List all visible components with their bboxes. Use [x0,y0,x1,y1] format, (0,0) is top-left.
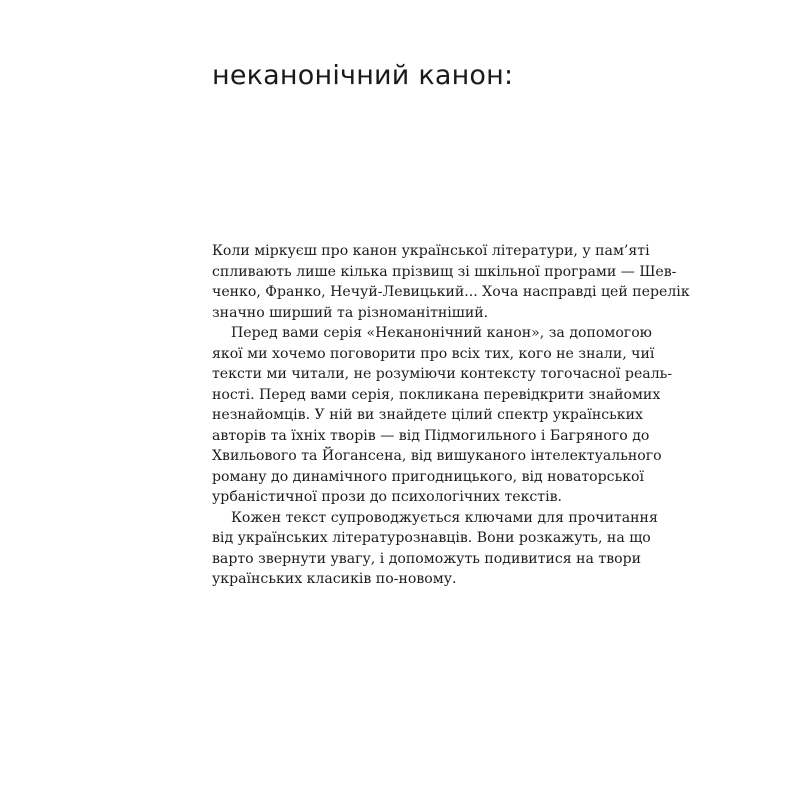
page-title: неканонічний канон: [212,60,514,91]
text-line: Перед вами серія «Неканонічний канон», за допомогою [231,325,652,341]
text-line: урбаністичної прози до психологічних текстів. [212,489,563,505]
text-line: авторів та їхніх творів — від Підмогильного і Багряного до [212,427,650,444]
text-line: значно ширший та різноманітніший. [212,304,489,321]
paragraph-1 [212,241,690,323]
text-line: Хвильового та Йогансена, від вишуканого інтелектуального [212,448,662,464]
text-line: українських класиків по-новому. [212,571,457,587]
paragraph-2 [212,323,673,508]
text-line: роману до динамічного пригодницького, від новаторської [212,468,645,485]
text-line: Коли міркуєш про канон української літератури, у пам’яті [212,243,650,259]
text-line: варто звернути увагу, і допоможуть подивитися на твори [212,550,642,567]
text-line: від українських літературознавців. Вони розкажуть, на що [212,530,651,546]
text-line: незнайомців. У ній ви знайдете цілий спектр українських [212,407,643,423]
text-line: ності. Перед вами серія, покликана перевідкрити знайомих [212,386,661,403]
text-line: якої ми хочемо поговорити про всіх тих, кого не знали, чиї [212,345,655,362]
paragraph-3 [212,508,658,590]
text-line: тексти ми читали, не розуміючи контексту тогочасної реаль- [212,366,673,382]
text-line: спливають лише кілька прізвищ зі шкільної програми — Шев- [212,263,677,280]
body-text [212,241,690,590]
text-line: ченко, Франко, Нечуй-Левицький... Хоча насправді цей перелік [212,284,690,300]
text-line: Кожен текст супроводжується ключами для прочитання [231,509,658,526]
